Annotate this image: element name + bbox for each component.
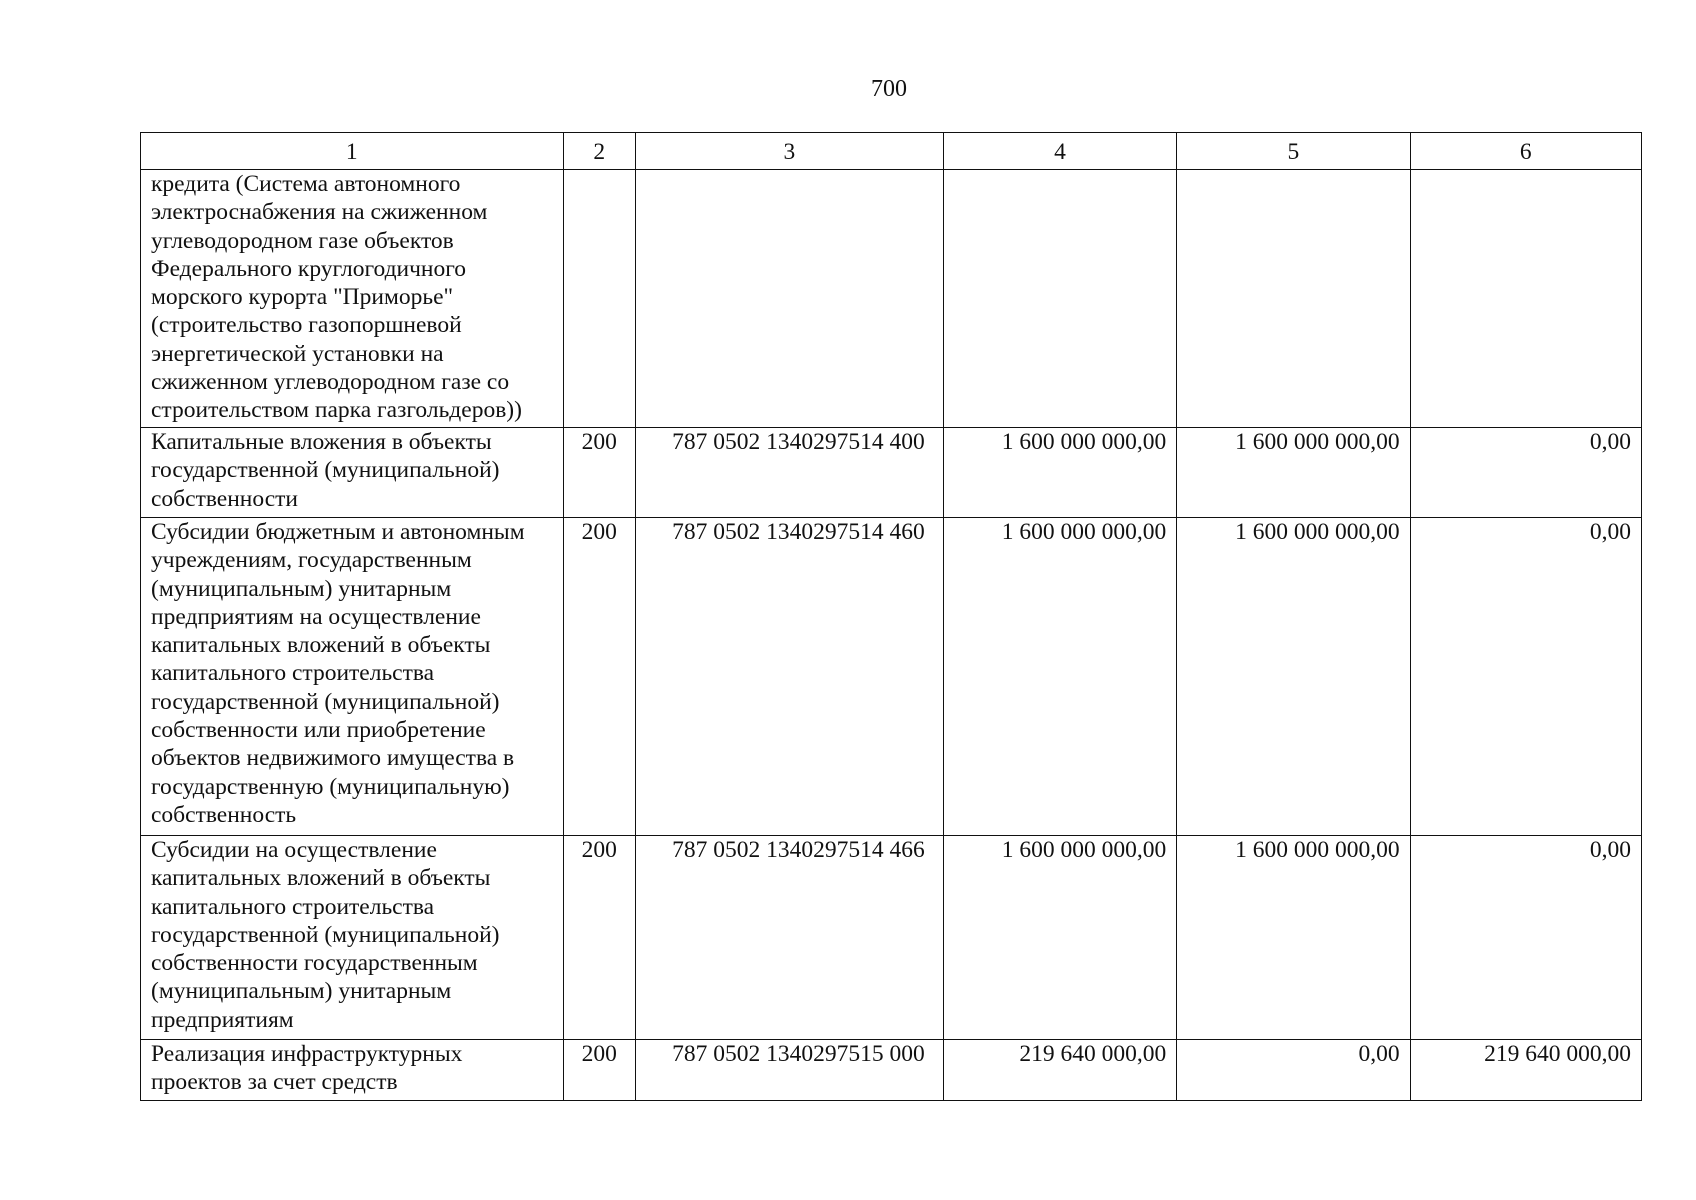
row-classification-cell: 787 0502 1340297514 460 bbox=[635, 518, 943, 836]
row-classification-cell: 787 0502 1340297514 400 bbox=[635, 428, 943, 518]
header-cell-2: 2 bbox=[563, 133, 635, 170]
table-row bbox=[141, 428, 1642, 518]
row-col4-cell bbox=[943, 170, 1176, 428]
header-cell-1: 1 bbox=[141, 133, 564, 170]
row-name-cell: Капитальные вложения в объекты государственной (муниципальной) собственности bbox=[141, 428, 564, 518]
budget-table bbox=[140, 132, 1642, 1101]
row-name-cell: Реализация инфраструктурных проектов за счет средств bbox=[141, 1040, 564, 1101]
row-col6-cell: 219 640 000,00 bbox=[1410, 1040, 1641, 1101]
header-row bbox=[141, 133, 1642, 170]
row-col4-cell: 1 600 000 000,00 bbox=[943, 836, 1176, 1040]
row-code-cell: 200 bbox=[563, 428, 635, 518]
table-header bbox=[141, 133, 1642, 170]
row-col5-cell: 0,00 bbox=[1177, 1040, 1410, 1101]
table-row bbox=[141, 518, 1642, 836]
page-number: 700 bbox=[871, 76, 907, 102]
row-col6-cell: 0,00 bbox=[1410, 428, 1641, 518]
row-code-cell: 200 bbox=[563, 1040, 635, 1101]
row-code-cell bbox=[563, 170, 635, 428]
row-col5-cell bbox=[1177, 170, 1410, 428]
table-row bbox=[141, 1040, 1642, 1101]
header-cell-6: 6 bbox=[1410, 133, 1641, 170]
row-col5-cell: 1 600 000 000,00 bbox=[1177, 518, 1410, 836]
row-col4-cell: 219 640 000,00 bbox=[943, 1040, 1176, 1101]
row-classification-cell: 787 0502 1340297514 466 bbox=[635, 836, 943, 1040]
header-cell-3: 3 bbox=[635, 133, 943, 170]
row-classification-cell: 787 0502 1340297515 000 bbox=[635, 1040, 943, 1101]
row-col5-cell: 1 600 000 000,00 bbox=[1177, 836, 1410, 1040]
table-body bbox=[141, 170, 1642, 1101]
row-col6-cell: 0,00 bbox=[1410, 518, 1641, 836]
row-col6-cell bbox=[1410, 170, 1641, 428]
table-row bbox=[141, 836, 1642, 1040]
row-col4-cell: 1 600 000 000,00 bbox=[943, 428, 1176, 518]
header-cell-4: 4 bbox=[943, 133, 1176, 170]
row-name-cell: Субсидии бюджетным и автономным учреждениям, государственным (муниципальным) унитарным предприятиям на осуществление капитальных вложений в объекты капитального строительства государственной (муниципальной) собственности или приобретение объектов недвижимого имущества в государственную (муниципальную) собственность bbox=[141, 518, 564, 836]
row-name-cell: кредита (Система автономного электроснабжения на сжиженном углеводородном газе объектов Федерального круглогодичного морского курорта "Приморье" (строительство газопоршневой энергетической установки на сжиженном углеводородном газе со строительством парка газгольдеров)) bbox=[141, 170, 564, 428]
row-code-cell: 200 bbox=[563, 836, 635, 1040]
row-name-cell: Субсидии на осуществление капитальных вложений в объекты капитального строительства государственной (муниципальной) собственности государственным (муниципальным) унитарным предприятиям bbox=[141, 836, 564, 1040]
row-col4-cell: 1 600 000 000,00 bbox=[943, 518, 1176, 836]
header-cell-5: 5 bbox=[1177, 133, 1410, 170]
row-col5-cell: 1 600 000 000,00 bbox=[1177, 428, 1410, 518]
row-code-cell: 200 bbox=[563, 518, 635, 836]
table-row bbox=[141, 170, 1642, 428]
row-col6-cell: 0,00 bbox=[1410, 836, 1641, 1040]
row-classification-cell bbox=[635, 170, 943, 428]
